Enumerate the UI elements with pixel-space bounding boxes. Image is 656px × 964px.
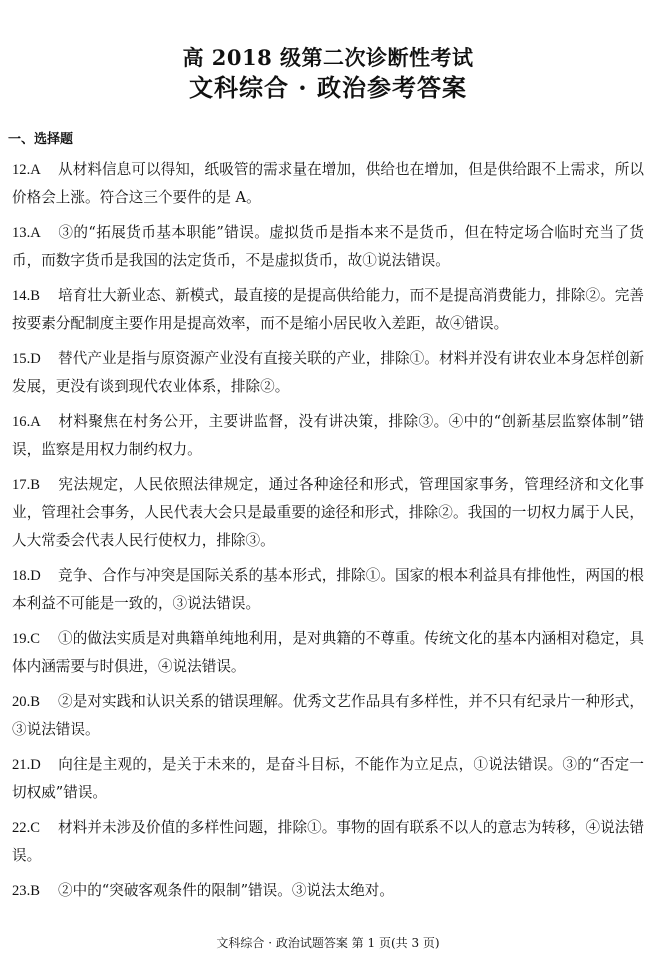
answer-item-17: [12, 471, 644, 555]
answer-number: 23.B: [12, 883, 40, 899]
answer-explanation: 宪法规定，人民依照法律规定，通过各种途径和形式，管理国家事务，管理经济和文化事业，管理社会事务，人民代表大会只是最重要的途径和形式，排除②。我国的一切权力属于人民，人大常委会代表人民行使权力，排除③。: [12, 476, 644, 549]
answer-explanation: ②是对实践和认识关系的错误理解。优秀文艺作品具有多样性，并不只有纪录片一种形式，③说法错误。: [12, 693, 644, 738]
answer-number: 14.B: [12, 288, 40, 304]
page-footer: 文科综合 · 政治试题答案 第 1 页(共 3 页): [216, 936, 440, 950]
answer-item-16: [12, 408, 644, 464]
answer-number: 15.D: [12, 351, 41, 367]
answer-item-15: [12, 345, 644, 401]
answer-item-19: [12, 625, 644, 681]
answer-item-13: [12, 219, 644, 275]
answer-item-12: [12, 156, 644, 212]
answer-explanation: 材料聚焦在村务公开，主要讲监督，没有讲决策，排除③。④中的“创新基层监察体制”错误，监察是用权力制约权力。: [12, 413, 644, 458]
answer-item-14: [12, 282, 644, 338]
answer-item-22: [12, 814, 644, 870]
answer-number: 20.B: [12, 694, 40, 710]
answer-explanation: ②中的“突破客观条件的限制”错误。③说法太绝对。: [58, 882, 394, 899]
answer-explanation: 竞争、合作与冲突是国际关系的基本形式，排除①。国家的根本利益具有排他性，两国的根本利益不可能是一致的，③说法错误。: [12, 567, 644, 612]
answer-explanation: ③的“拓展货币基本职能”错误。虚拟货币是指本来不是货币，但在特定场合临时充当了货币，而数字货币是我国的法定货币，不是虚拟货币，故①说法错误。: [12, 224, 644, 269]
answer-explanation: 培育壮大新业态、新模式，最直接的是提高供给能力，而不是提高消费能力，排除②。完善按要素分配制度主要作用是提高效率，而不是缩小居民收入差距，故④错误。: [12, 287, 644, 332]
answer-number: 18.D: [12, 568, 41, 584]
answer-number: 17.B: [12, 477, 40, 493]
answer-list: [12, 156, 644, 912]
answer-explanation: 材料并未涉及价值的多样性问题，排除①。事物的固有联系不以人的意志为转移，④说法错误。: [12, 819, 644, 864]
answer-explanation: 替代产业是指与原资源产业没有直接关联的产业，排除①。材料并没有讲农业本身怎样创新发展，更没有谈到现代农业体系，排除②。: [12, 350, 644, 395]
answer-number: 22.C: [12, 820, 40, 836]
section-heading: 一、选择题: [8, 132, 74, 147]
answer-number: 12.A: [12, 162, 41, 178]
answer-item-18: [12, 562, 644, 618]
answer-explanation: 向往是主观的，是关于未来的，是奋斗目标，不能作为立足点，①说法错误。③的“否定一切权威”错误。: [12, 756, 644, 801]
answer-item-20: [12, 688, 644, 744]
answer-number: 16.A: [12, 414, 41, 430]
answer-number: 21.D: [12, 757, 41, 773]
answer-item-21: [12, 751, 644, 807]
answer-number: 13.A: [12, 225, 41, 241]
answer-explanation: ①的做法实质是对典籍单纯地利用，是对典籍的不尊重。传统文化的基本内涵相对稳定，具体内涵需要与时俱进，④说法错误。: [12, 630, 644, 675]
answer-key-title: 文科综合 · 政治参考答案: [188, 73, 468, 102]
answer-item-23: [12, 877, 644, 905]
exam-title: 高 2018 级第二次诊断性考试: [182, 45, 474, 70]
answer-explanation: 从材料信息可以得知，纸吸管的需求量在增加，供给也在增加，但是供给跟不上需求，所以价格会上涨。符合这三个要件的是 A。: [12, 161, 644, 206]
answer-number: 19.C: [12, 631, 40, 647]
